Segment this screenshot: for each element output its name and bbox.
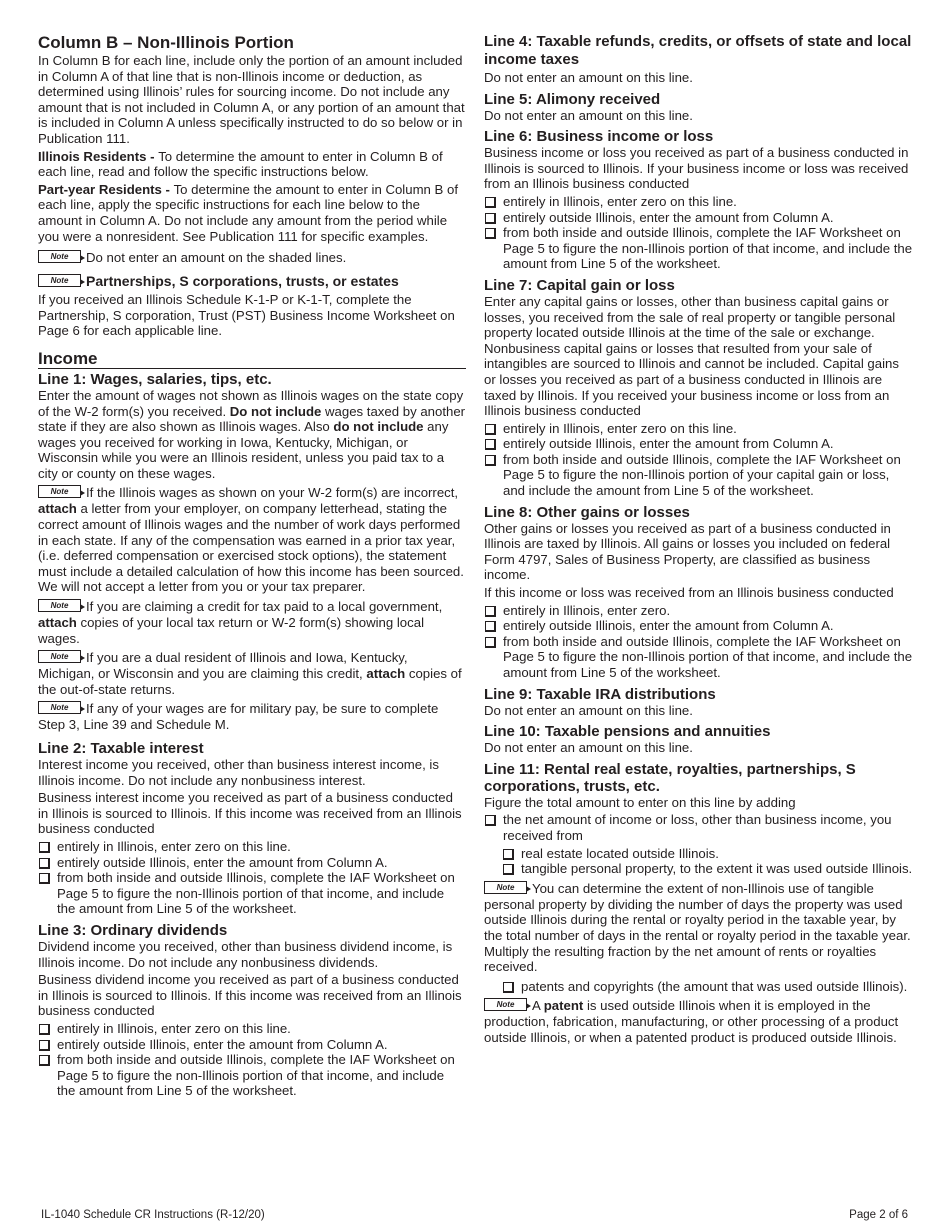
line-6-checklist xyxy=(484,194,914,272)
note-shaded: Note Do not enter an amount on the shaded lines. xyxy=(38,250,466,266)
note-icon: Note xyxy=(38,599,81,612)
line-2-heading: Line 2: Taxable interest xyxy=(38,740,204,757)
list-item: real estate located outside Illinois. xyxy=(502,846,914,862)
list-item: entirely outside Illinois, enter the amount from Column A. xyxy=(38,1037,466,1053)
line-1-heading: Line 1: Wages, salaries, tips, etc. xyxy=(38,370,272,388)
note-icon: Note xyxy=(484,998,527,1011)
list-item: patents and copyrights (the amount that was used outside Illinois). xyxy=(502,979,914,995)
part-year-paragraph: Part-year Residents - To determine the amount to enter in Column B of each line, apply the specific instructions for each line below to the amount in Column A. Do not include any amount from the period while you were a nonresident. See Publication 111 for specific examples. xyxy=(38,181,459,244)
line-2-checklist xyxy=(38,839,466,917)
right-column xyxy=(484,33,914,1048)
list-item: from both inside and outside Illinois, complete the IAF Worksheet on Page 5 to figure the non-Illinois portion of your capital gain or loss, and include the amount from Line 5 of the worksheet. xyxy=(484,452,914,499)
note-military: Note If any of your wages are for military pay, be sure to complete Step 3, Line 39 and Schedule M. xyxy=(38,701,439,733)
line-3-text-2: Business dividend income you received as part of a business conducted in Illinois is sourced to Illinois. If this income was received from an Illinois business conducted xyxy=(38,972,462,1019)
list-item: entirely in Illinois, enter zero on this line. xyxy=(484,421,914,437)
line-2-text-1: Interest income you received, other than business interest income, is Illinois income. Do not include any nonbusiness interest. xyxy=(38,757,439,788)
line-4-text: Do not enter an amount on this line. xyxy=(484,70,693,85)
footer-page-number: Page 2 of 6 xyxy=(849,1209,908,1221)
note-local-gov: Note If you are claiming a credit for tax paid to a local government, attach copies of your local tax return or W-2 form(s) showing local wages. xyxy=(38,599,443,646)
line-11-sublist-2 xyxy=(502,979,914,995)
line-1-text: Enter the amount of wages not shown as Illinois wages on the state copy of the W-2 form(s) you received. Do not include wages taxed by another state if they are also shown as Illinois wages. Also do not include any wages you received for working in Iowa, Kentucky, Michigan, or Wisconsin while you were an Illinois resident, unless you paid tax to a city or county on these wages. xyxy=(38,387,466,481)
column-b-intro: In Column B for each line, include only the portion of an amount included in Column A of that line that is non-Illinois income or deduction, as determined using Illinois’ rules for sourcing income. Do not include any amount that is not included in Column A, or any portion of an amount that is included in Column A unless specifically instructed to do so below or in Publication 111. xyxy=(38,53,465,146)
list-item: entirely in Illinois, enter zero on this line. xyxy=(38,1021,466,1037)
list-item: entirely in Illinois, enter zero. xyxy=(484,603,914,619)
line-8-text-1: Other gains or losses you received as part of a business conducted in Illinois are taxed by Illinois. All gains or losses you included on federal Form 4797, Sales of Business Property, are classified as business income. xyxy=(484,520,891,583)
line-11-heading: Line 11: Rental real estate, royalties, partnerships, S corporations, trusts, etc. xyxy=(484,760,856,795)
list-item: entirely outside Illinois, enter the amount from Column A. xyxy=(484,618,914,634)
note-w2: Note If the Illinois wages as shown on your W-2 form(s) are incorrect, attach a letter from your employer, on company letterhead, stating the correct amount of Illinois wages and the number of work days performed in each state. If any of the compensation was earned in a prior tax year, (i.e. deferred compensation or exercised stock options), the statement must include a detailed calculation of how this income has been sourced. We will not accept a letter from you or your tax preparer. xyxy=(38,485,464,595)
note-icon: Note xyxy=(38,274,81,287)
line-6-text: Business income or loss you received as part of a business conducted in Illinois is sourced to Illinois. If your business income or loss was received from an Illinois business conducted xyxy=(484,145,909,192)
line-7-checklist xyxy=(484,421,914,499)
income-heading: Income xyxy=(38,349,466,369)
list-item: entirely outside Illinois, enter the amount from Column A. xyxy=(484,210,914,226)
note-icon: Note xyxy=(38,650,81,663)
note-tangible-property: Note You can determine the extent of non-Illinois use of tangible personal property by dividing the number of days the property was used outside Illinois during the rental or royalty period in the taxable year, by the total number of days in the rental or royalty period in the taxable year. Multiply the resulting fraction by the net amount of rents or royalties received. xyxy=(484,880,911,975)
partnerships-text: If you received an Illinois Schedule K-1-P or K-1-T, complete the Partnership, S corporation, Trust (PST) Business Income Worksheet on Page 6 for each applicable line. xyxy=(38,292,455,339)
line-10-heading: Line 10: Taxable pensions and annuities xyxy=(484,723,771,741)
line-9-heading: Line 9: Taxable IRA distributions xyxy=(484,685,716,703)
line-8-text-2: If this income or loss was received from an Illinois business conducted xyxy=(484,585,894,601)
residents-paragraph: Illinois Residents - To determine the amount to enter in Column B of each line, read and follow the specific instructions below. xyxy=(38,148,443,180)
line-6-heading: Line 6: Business income or loss xyxy=(484,128,714,146)
footer-form-id: IL-1040 Schedule CR Instructions (R-12/20) xyxy=(41,1209,265,1221)
column-b-heading: Column B – Non-Illinois Portion xyxy=(38,33,294,52)
list-item: entirely in Illinois, enter zero on this line. xyxy=(38,839,466,855)
list-item: tangible personal property, to the extent it was used outside Illinois. xyxy=(502,861,914,877)
note-patent: Note A patent is used outside Illinois when it is employed in the production, fabrication, manufacturing, or other processing of a product outside Illinois, or when a patented product is produced outside Illinois. xyxy=(484,998,899,1045)
line-8-heading: Line 8: Other gains or losses xyxy=(484,503,690,521)
line-7-heading: Line 7: Capital gain or loss xyxy=(484,276,675,294)
note-dual-resident: Note If you are a dual resident of Illinois and Iowa, Kentucky, Michigan, or Wisconsin and you are claiming this credit, attach copies of the out-of-state returns. xyxy=(38,650,462,697)
note-icon: Note xyxy=(38,250,81,263)
note-icon: Note xyxy=(38,485,81,498)
list-item: entirely in Illinois, enter zero on this line. xyxy=(484,194,914,210)
line-4-heading: Line 4: Taxable refunds, credits, or offsets of state and local income taxes xyxy=(484,33,912,68)
list-item: entirely outside Illinois, enter the amount from Column A. xyxy=(484,436,914,452)
line-5-text: Do not enter an amount on this line. xyxy=(484,107,693,123)
list-item: from both inside and outside Illinois, complete the IAF Worksheet on Page 5 to figure the non-Illinois portion of that income, and include the amount from Line 5 of the worksheet. xyxy=(484,634,914,681)
list-item: from both inside and outside Illinois, complete the IAF Worksheet on Page 5 to figure the non-Illinois portion of that income, and include the amount from Line 5 of the worksheet. xyxy=(38,870,466,917)
line-10-text: Do not enter an amount on this line. xyxy=(484,740,693,756)
list-item: from both inside and outside Illinois, complete the IAF Worksheet on Page 5 to figure the non-Illinois portion of that income, and include the amount from Line 5 of the worksheet. xyxy=(484,225,914,272)
note-icon: Note xyxy=(38,701,81,714)
line-11-sublist xyxy=(502,846,914,877)
line-7-text: Enter any capital gains or losses, other than business capital gains or losses, you received from the sale of real property or tangible personal property located outside Illinois at the time of the sale or exchange. Nonbusiness capital gains or losses that resulted from your sale of intangibles are sourced to Illinois and cannot be included. Capital gains or losses you received as part of a business conducted in Illinois are taxed by Illinois. If you received your business income or loss from an Illinois business conducted xyxy=(484,293,899,419)
list-item: from both inside and outside Illinois, complete the IAF Worksheet on Page 5 to figure the non-Illinois portion of that income, and include the amount from Line 5 of the worksheet. xyxy=(38,1052,466,1099)
list-item: entirely outside Illinois, enter the amount from Column A. xyxy=(38,855,466,871)
line-3-heading: Line 3: Ordinary dividends xyxy=(38,921,228,939)
line-11-checklist xyxy=(484,812,914,843)
note-icon: Note xyxy=(484,881,527,894)
line-11-text: Figure the total amount to enter on this line by adding xyxy=(484,794,796,810)
line-5-heading: Line 5: Alimony received xyxy=(484,90,661,108)
line-3-checklist xyxy=(38,1021,466,1099)
left-column xyxy=(38,33,466,1101)
note-partnerships: Note Partnerships, S corporations, trusts, or estates xyxy=(38,274,466,290)
line-9-text: Do not enter an amount on this line. xyxy=(484,702,693,718)
line-2-text-2: Business interest income you received as part of a business conducted in Illinois is sourced to Illinois. If this income was received from an Illinois business conducted xyxy=(38,790,462,837)
list-item: the net amount of income or loss, other than business income, you received from xyxy=(484,812,914,843)
line-3-text-1: Dividend income you received, other than business dividend income, is Illinois income. Do not include any nonbusiness dividends. xyxy=(38,938,453,970)
line-8-checklist xyxy=(484,603,914,681)
